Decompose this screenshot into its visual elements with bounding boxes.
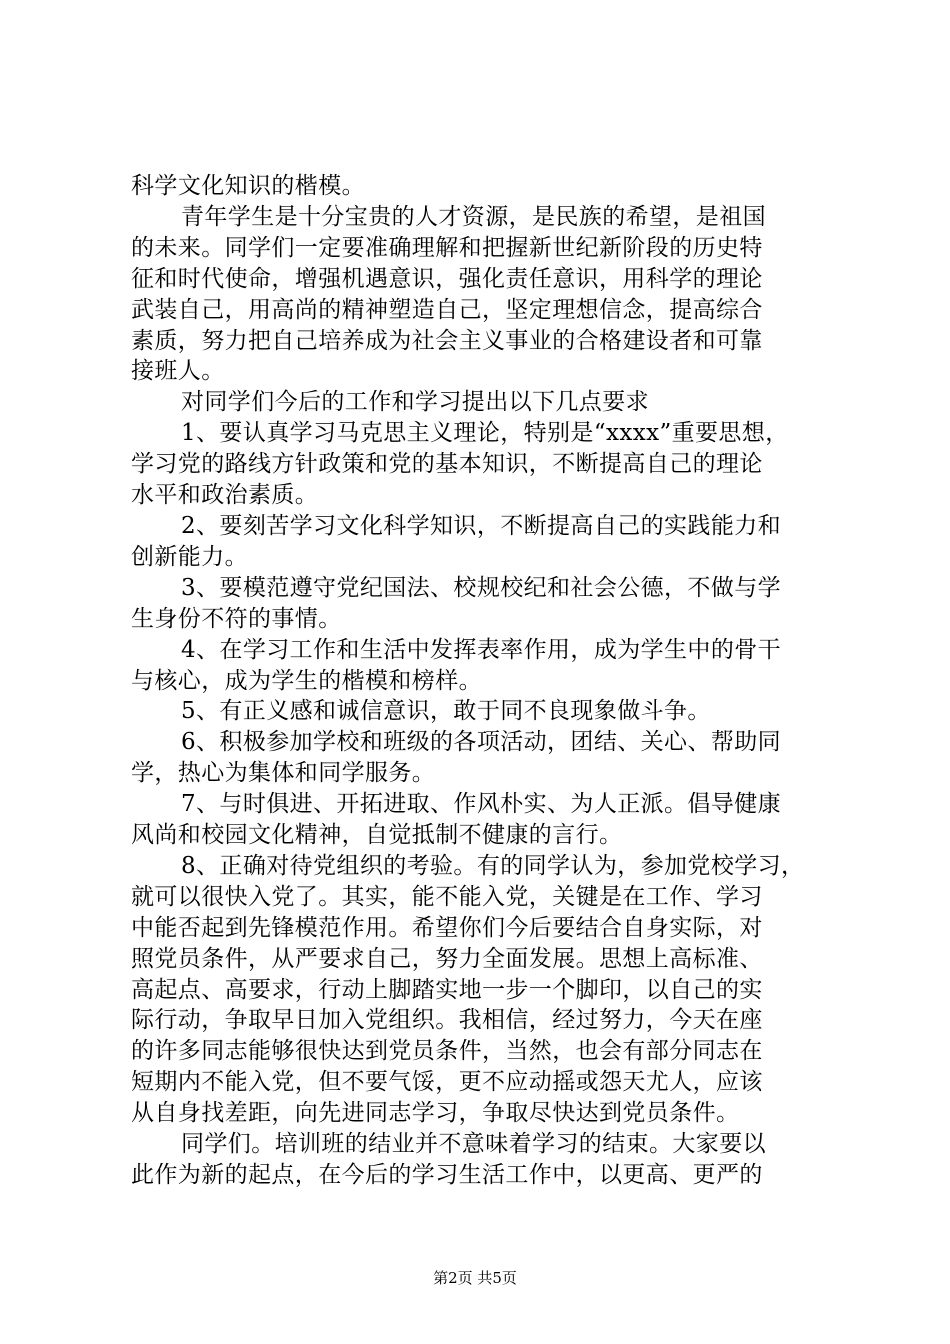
text-line: 风尚和校园文化精神，自觉抵制不健康的言行。 bbox=[131, 822, 623, 849]
text-line: 从自身找差距，向先进同志学习，争取尽快达到党员条件。 bbox=[131, 1100, 740, 1127]
text-line: 就可以很快入党了。其实，能不能入党，关键是在工作、学习 bbox=[131, 883, 763, 910]
text-line: 科学文化知识的楷模。 bbox=[131, 173, 365, 199]
text-line: 征和时代使命，增强机遇意识，强化责任意识，用科学的理论 bbox=[131, 265, 763, 292]
text-line: 7、与时俱进、开拓进取、作风朴实、为人正派。倡导健康 bbox=[181, 791, 782, 818]
text-line: 学，热心为集体和同学服务。 bbox=[131, 760, 436, 787]
text-line: 学习党的路线方针政策和党的基本知识，不断提高自己的理论 bbox=[131, 451, 763, 478]
text-line: 对同学们今后的工作和学习提出以下几点要求 bbox=[181, 389, 649, 416]
text-line: 青年学生是十分宝贵的人才资源，是民族的希望，是祖国 bbox=[181, 203, 766, 230]
text-line: 创新能力。 bbox=[131, 543, 248, 570]
text-line: 2、要刻苦学习文化科学知识，不断提高自己的实践能力和 bbox=[181, 512, 782, 539]
text-line: 8、正确对待党组织的考验。有的同学认为，参加党校学习， bbox=[181, 852, 805, 879]
text-line: 生身份不符的事情。 bbox=[131, 605, 342, 632]
text-line: 的未来。同学们一定要准确理解和把握新世纪新阶段的历史特 bbox=[131, 234, 763, 261]
text-line: 高起点、高要求，行动上脚踏实地一步一个脚印，以自己的实 bbox=[131, 976, 763, 1003]
text-line: 短期内不能入党，但不要气馁，更不应动摇或怨天尤人，应该 bbox=[131, 1069, 763, 1096]
text-line: 5、有正义感和诚信意识，敢于同不良现象做斗争。 bbox=[181, 698, 711, 725]
text-line: 与核心，成为学生的楷模和榜样。 bbox=[131, 667, 482, 694]
text-line: 此作为新的起点，在今后的学习生活工作中，以更高、更严的 bbox=[131, 1162, 763, 1188]
text-line: 际行动，争取早日加入党组织。我相信，经过努力，今天在座 bbox=[131, 1007, 763, 1034]
text-line: 中能否起到先锋模范作用。希望你们今后要结合自身实际，对 bbox=[131, 914, 763, 941]
text-line: 同学们。培训班的结业并不意味着学习的结束。大家要以 bbox=[181, 1131, 766, 1158]
text-line: 6、积极参加学校和班级的各项活动，团结、关心、帮助同 bbox=[181, 729, 782, 756]
text-line: 3、要模范遵守党纪国法、校规校纪和社会公德，不做与学 bbox=[181, 574, 782, 601]
text-line: 的许多同志能够很快达到党员条件，当然，也会有部分同志在 bbox=[131, 1038, 763, 1065]
text-line: 水平和政治素质。 bbox=[131, 482, 319, 509]
text-line: 照党员条件，从严要求自己，努力全面发展。思想上高标准、 bbox=[131, 945, 763, 972]
text-line: 接班人。 bbox=[131, 358, 225, 385]
text-line: 4、在学习工作和生活中发挥表率作用，成为学生中的骨干 bbox=[181, 636, 782, 663]
text-line: 武装自己，用高尚的精神塑造自己，坚定理想信念，提高综合 bbox=[131, 296, 763, 323]
text-line: 1、要认真学习马克思主义理论，特别是“xxxx”重要思想， bbox=[181, 420, 789, 447]
page-footer: 第2页 共5页 bbox=[433, 1269, 517, 1287]
text-line: 素质，努力把自己培养成为社会主义事业的合格建设者和可靠 bbox=[131, 327, 763, 354]
